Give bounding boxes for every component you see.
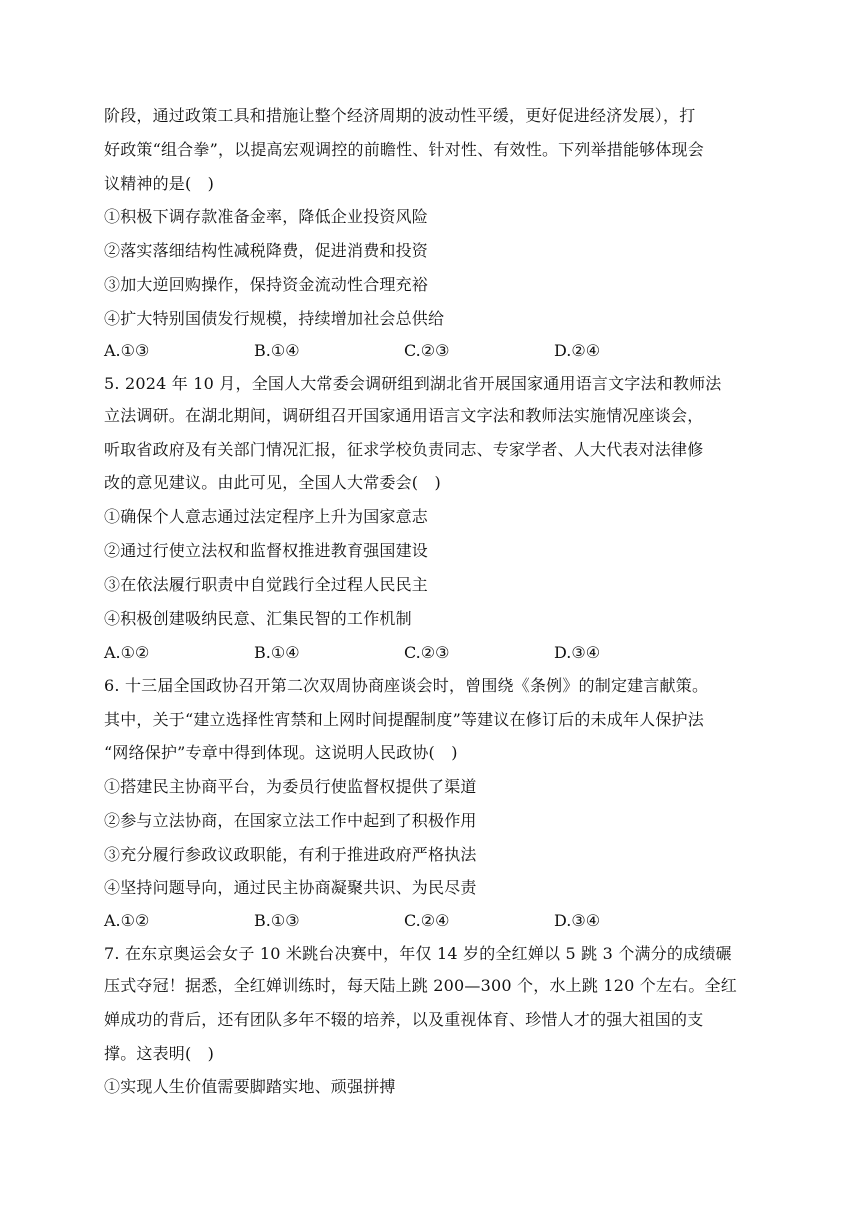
q4-options — [104, 340, 764, 362]
q4-statement-1: ①积极下调存款准备金率，降低企业投资风险 — [104, 207, 429, 226]
q6-statement-3: ③充分履行参政议政职能，有利于推进政府严格执法 — [104, 845, 477, 864]
q7-stem-line-3: 婵成功的背后，还有团队多年不辍的培养，以及重视体育、珍惜人才的强大祖国的支 — [104, 1010, 704, 1029]
q5-option-a: A.①② — [104, 643, 150, 662]
q5-statement-3: ③在依法履行职责中自觉践行全过程人民民主 — [104, 575, 429, 594]
q5-options — [104, 642, 764, 664]
q6-option-d: D.③④ — [554, 911, 601, 930]
q4-option-a: A.①③ — [104, 341, 150, 360]
q6-option-b: B.①③ — [254, 911, 300, 930]
q6-stem-line-3: “网络保护”专章中得到体现。这说明人民政协( ) — [104, 743, 458, 762]
q6-option-a: A.①② — [104, 911, 150, 930]
q4-stem-line-1: 阶段，通过政策工具和措施让整个经济周期的波动性平缓，更好促进经济发展），打 — [104, 106, 696, 125]
q4-statement-3: ③加大逆回购操作，保持资金流动性合理充裕 — [104, 275, 429, 294]
q5-stem-line-3: 听取省政府及有关部门情况汇报，征求学校负责同志、专家学者、人大代表对法律修 — [104, 440, 704, 459]
q5-statement-4: ④积极创建吸纳民意、汇集民智的工作机制 — [104, 609, 412, 628]
q6-statement-1: ①搭建民主协商平台，为委员行使监督权提供了渠道 — [104, 777, 477, 796]
q6-stem-line-2: 其中，关于“建立选择性宵禁和上网时间提醒制度”等建议在修订后的未成年人保护法 — [104, 710, 704, 729]
q5-stem-line-1: 5. 2024 年 10 月，全国人大常委会调研组到湖北省开展国家通用语言文字法和教师法 — [104, 374, 722, 393]
q4-option-c: C.②③ — [404, 341, 450, 360]
q5-option-c: C.②③ — [404, 643, 450, 662]
q6-option-c: C.②④ — [404, 911, 450, 930]
q7-statement-1: ①实现人生价值需要脚踏实地、顽强拼搏 — [104, 1077, 396, 1096]
q4-stem-line-3: 议精神的是( ) — [104, 174, 215, 193]
q5-statement-1: ①确保个人意志通过法定程序上升为国家意志 — [104, 507, 429, 526]
q7-stem-line-4: 撑。这表明( ) — [104, 1044, 215, 1063]
q5-option-b: B.①④ — [254, 643, 300, 662]
q4-statement-4: ④扩大特别国债发行规模，持续增加社会总供给 — [104, 309, 445, 328]
q5-stem-line-2: 立法调研。在湖北期间，调研组召开国家通用语言文字法和教师法实施情况座谈会， — [104, 406, 704, 425]
q7-stem-line-1: 7. 在东京奥运会女子 10 米跳台决赛中，年仅 14 岁的全红婵以 5 跳 3 个满分的成绩碾 — [104, 944, 732, 963]
q4-stem-line-2: 好政策“组合拳”，以提高宏观调控的前瞻性、针对性、有效性。下列举措能够体现会 — [104, 140, 704, 159]
q6-options — [104, 910, 764, 932]
q4-statement-2: ②落实落细结构性减税降费，促进消费和投资 — [104, 241, 429, 260]
q7-stem-line-2: 压式夺冠！据悉，全红婵训练时，每天陆上跳 200—300 个，水上跳 120 个左右。全红 — [104, 976, 737, 995]
q6-stem-line-1: 6. 十三届全国政协召开第二次双周协商座谈会时，曾围绕《条例》的制定建言献策。 — [104, 676, 709, 695]
q5-statement-2: ②通过行使立法权和监督权推进教育强国建设 — [104, 541, 429, 560]
q5-option-d: D.③④ — [554, 643, 601, 662]
q4-option-d: D.②④ — [554, 341, 601, 360]
q5-stem-line-4: 改的意见建议。由此可见，全国人大常委会( ) — [104, 473, 441, 492]
q6-statement-2: ②参与立法协商，在国家立法工作中起到了积极作用 — [104, 811, 477, 830]
q6-statement-4: ④坚持问题导向，通过民主协商凝聚共识、为民尽责 — [104, 878, 477, 897]
q4-option-b: B.①④ — [254, 341, 300, 360]
